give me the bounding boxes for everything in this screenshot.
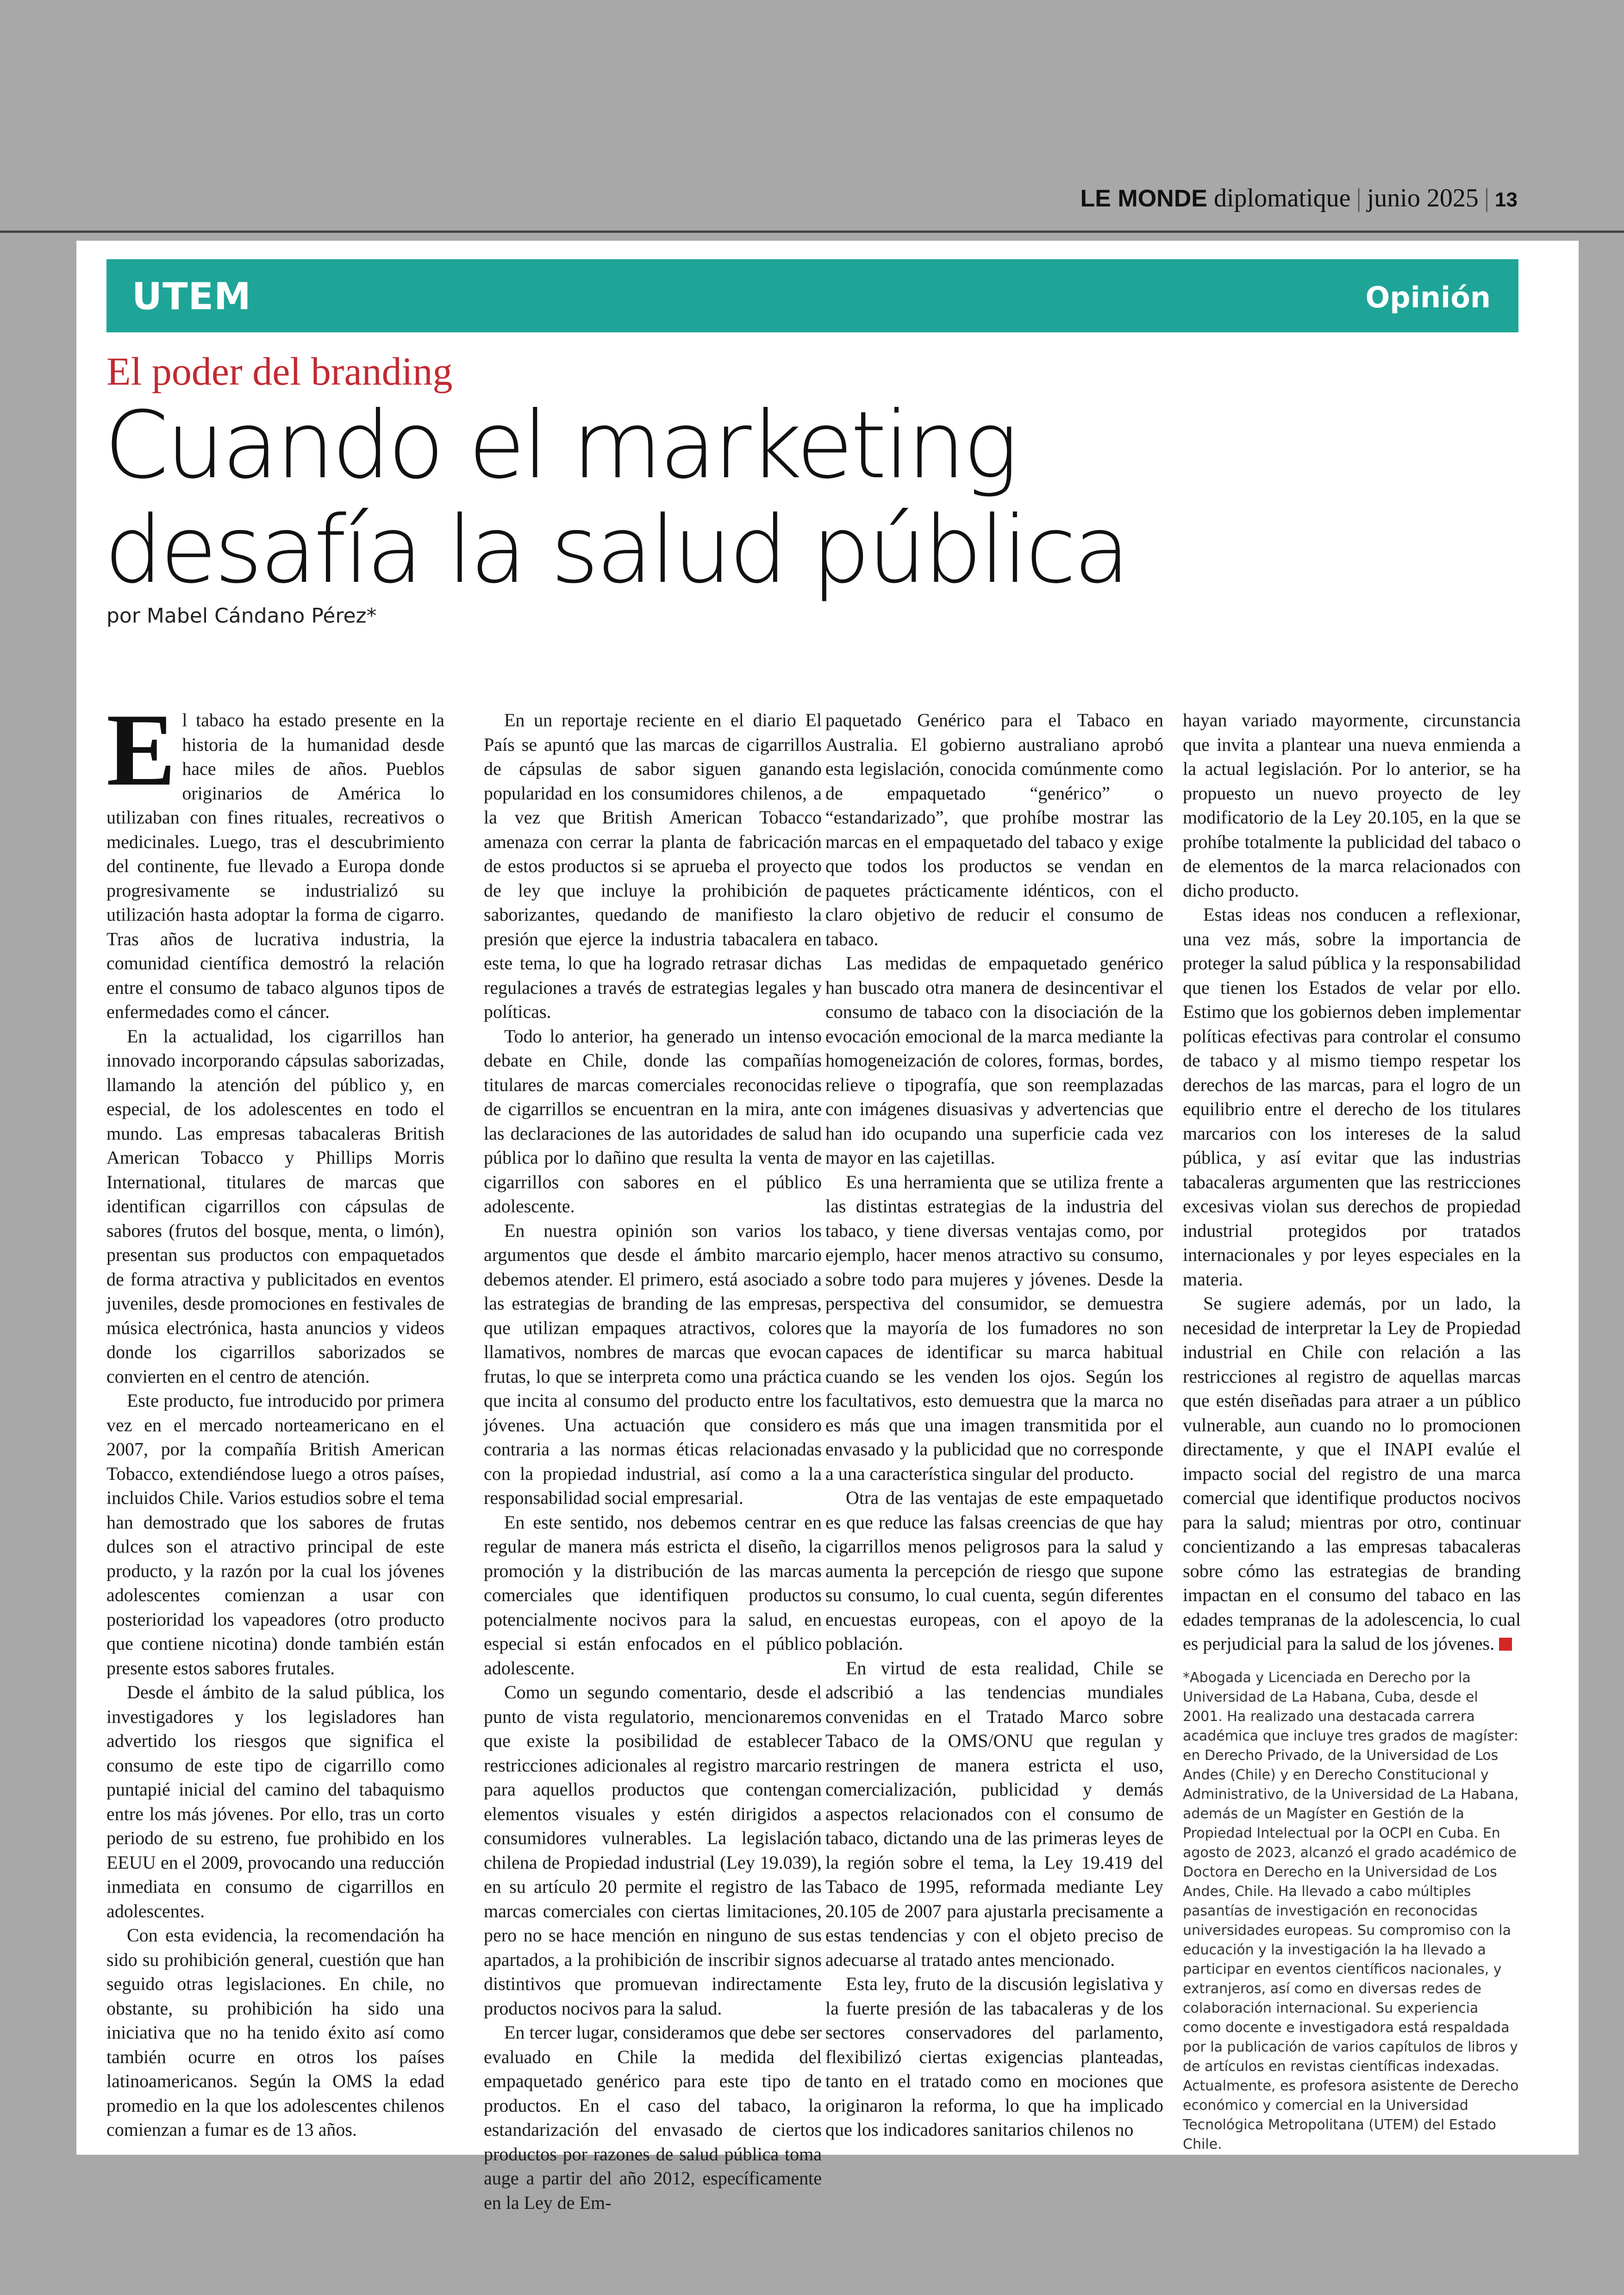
paragraph-text: Se sugiere además, por un lado, la necesidad de interpretar la Ley de Propiedad industrial en Chile con relación a las restricciones al registro de aquellas marcas que estén diseñadas para atraer a un público vulnerable, aun cuando no lo promocionen directamente, y que el INAPI evalúe el impacto social del registro de una marca comercial que identifique productos nocivos para la salud; mientras por otro, continuar concientizando a las empresas tabacaleras sobre cómo las estrategias de branding impactan en el consumo del tabaco en las edades tempranas de la adolescencia, lo cual es perjudicial para la salud de los jóvenes.: [1183, 1293, 1521, 1654]
paragraph: Este producto, fue introducido por primera vez en el mercado norteamericano en el 2007, por la compañía British American Tobacco, extendiéndose luego a otros países, incluidos Chile. Varios estudios sobre el tema han demostrado que los sabores de frutas dulces son el atractivo principal de este producto, y la razón por la cual los jóvenes adolescentes comienzan a usar con posterioridad los vapeadores (otro producto que contiene nicotina) donde también están presente estos sabores frutales.: [106, 1390, 444, 1678]
paragraph: Todo lo anterior, ha generado un intenso debate en Chile, donde las compañías titulares de marcas comerciales reconocidas de cigarrillos se encuentran en la mira, ante las declaraciones de las autoridades de salud pública por lo dañino que resulta la venta de cigarrillos con sabores en el público adolescente.: [484, 1025, 822, 1216]
top-rule: [0, 231, 1624, 233]
paragraph: hayan variado mayormente, circunstancia que invita a plantear una nueva enmienda a la actual legislación. Por lo anterior, se ha propuesto un nuevo proyecto de ley modificatorio de la Ley 20.105, en la que se prohíbe totalmente la publicidad del tabaco o de elementos de la marca relacionados con dicho producto.: [1183, 710, 1521, 901]
paragraph: Estas ideas nos conducen a reflexionar, una vez más, sobre la importancia de proteger la salud pública y la responsabilidad que tienen los Estados de velar por ello. Estimo que los gobiernos deben implementar políticas efectivas para controlar el consumo de tabaco y al mismo tiempo respetar los derechos de las marcas, para el logro de un equilibrio entre el derecho de los titulares marcarios con los intereses de la salud pública, y así evitar que las industrias tabacaleras argumenten que las restricciones excesivas violan sus derechos de propiedad industrial protegidos por tratados internacionales y por leyes especiales en la materia.: [1183, 904, 1521, 1290]
paragraph: Como un segundo comentario, desde el punto de vista regulatorio, mencionaremos que existe la posibilidad de establecer restricciones adicionales al registro marcario para aquellos productos que contengan elementos visuales y estén dirigidos a consumidores vulnerables. La legislación chilena de Propiedad industrial (Ley 19.039), en su artículo 20 permite el registro de las marcas comerciales con ciertas limitaciones, pero no se hace mención en ninguno de sus apartados, a la prohibición de inscribir signos distintivos que promuevan indirectamente productos nocivos para la salud.: [484, 1682, 822, 2019]
paragraph: En un reportaje reciente en el diario El País se apuntó que las marcas de cigarrillos de cápsulas de sabor siguen ganando popularidad en los consumidores chilenos, a la vez que British American Tobacco amenaza con cerrar la planta de fabricación de estos productos si se aprueba el proyecto de ley que incluye la prohibición de saborizantes, quedando de manifiesto la presión que ejerce la industria tabacalera en este tema, lo que ha logrado retrasar dichas regulaciones a través de estrategias legales y políticas.: [484, 710, 822, 1022]
masthead: [1081, 185, 1518, 211]
paragraph: Las medidas de empaquetado genérico han buscado otra manera de desincentivar el consumo de tabaco con la disociación de la evocación emocional de la marca mediante la homogeneización de colores, formas, bordes, relieve o tipografía, que son reemplazadas con imágenes disuasivas y advertencias que han ido ocupando una superficie cada vez mayor en las cajetillas.: [825, 953, 1163, 1168]
paragraph: paquetado Genérico para el Tabaco en Australia. El gobierno australiano aprobó esta legislación, conocida comúnmente como de empaquetado “genérico” o “estandarizado”, que prohíbe mostrar las marcas en el empaquetado del tabaco y exige que todos los productos se vendan en paquetes prácticamente idénticos, con el claro objetivo de reducir el consumo de tabaco.: [825, 710, 1163, 949]
paragraph: Es una herramienta que se utiliza frente a las distintas estrategias de la industria del tabaco, y tiene diversas ventajas como, por ejemplo, hacer menos atractivo su consumo, sobre todo para mujeres y jóvenes. Desde la perspectiva del consumidor, se demuestra que la mayoría de los fumadores no son capaces de identificar su marca habitual cuando se les venden los ojos. Según los facultativos, esto demuestra que la marca no es más que una imagen transmitida por el envasado y la publicidad que no corresponde a una característica singular del producto.: [825, 1171, 1163, 1484]
article-byline: por Mabel Cándano Pérez*: [106, 604, 377, 628]
paragraph: En este sentido, nos debemos centrar en regular de manera más estricta el diseño, la promoción y la distribución de las marcas comerciales que identifiquen productos potencialmente nocivos para la salud, en especial si están enfocados en el público adolescente.: [484, 1511, 822, 1678]
paragraph: Otra de las ventajas de este empaquetado es que reduce las falsas creencias de que hay cigarrillos menos peligrosos para la salud y aumenta la percepción de riesgo que supone su consumo, lo cual cuenta, según diferentes encuestas europeas, con el apoyo de la población.: [825, 1487, 1163, 1654]
article-headline: [104, 393, 1539, 603]
text-column-2: [484, 708, 822, 2215]
article-kicker: El poder del branding: [106, 349, 453, 393]
paragraph-text: l tabaco ha estado presente en la historia de la humanidad desde hace miles de años. Pueblos originarios de América lo utilizaban con fines rituales, recreativos o medicinales. Luego, tras el descubrimiento del continente, fue llevado a Europa donde progresivamente se industrializó su utilización hasta adoptar la forma de cigarro. Tras años de lucrativa industria, la comunidad científica demostró la relación entre el consumo de tabaco algunos tipos de enfermedades como el cáncer.: [106, 710, 444, 1022]
masthead-brand: LE MONDE: [1080, 185, 1207, 212]
headline-line: desafía la salud pública: [104, 496, 1128, 604]
paragraph: Con esta evidencia, la recomendación ha sido su prohibición general, cuestión que han seguido otras legislaciones. En chile, no obstante, su prohibición ha sido una iniciativa que no ha tenido éxito así como también ocurre en otros los países latinoamericanos. Según la OMS la edad promedio en la que los adolescentes chilenos comienzan a fumar es de 13 años.: [106, 1925, 444, 2140]
page-number: 13: [1495, 188, 1518, 211]
masthead-separator: |: [1484, 184, 1490, 212]
headline-line: Cuando el marketing: [104, 392, 1016, 499]
section-tag: Opinión: [1365, 281, 1491, 314]
text-column-3: [825, 708, 1163, 2142]
paragraph: En nuestra opinión son varios los argumentos que desde el ámbito marcario debemos atender. El primero, está asociado a las estrategias de branding de las empresas, que utilizan empaques atractivos, colores llamativos, nombres de marcas que evocan frutas, lo que se interpreta como una práctica que incita al consumo del producto entre los jóvenes. Una actuación que considero contraria a las normas éticas relacionadas con la propiedad industrial, así como a la responsabilidad social empresarial.: [484, 1220, 822, 1508]
masthead-name: diplomatique: [1213, 184, 1351, 212]
drop-cap: E: [106, 692, 176, 807]
paragraph: En la actualidad, los cigarrillos han innovado incorporando cápsulas saborizadas, llamando la atención del público y, en especial, de los adolescentes en todo el mundo. Las empresas tabacaleras British American Tobacco y Phillips Morris International, titulares de marcas que identifican cigarrillos con cápsulas de sabores (frutos del bosque, menta, o limón), presentan sus productos con empaquetados de forma atractiva y publicitados en eventos juveniles, desde promociones en festivales de música electrónica, hasta anuncios y videos donde los cigarrillos saborizados se convierten en el centro de atención.: [106, 1025, 444, 1387]
text-column-4: [1183, 708, 1521, 2154]
text-column-1: [106, 692, 444, 2142]
paragraph: [106, 692, 444, 1024]
paragraph: [1183, 1291, 1521, 1656]
masthead-separator: |: [1356, 184, 1362, 212]
masthead-date: junio 2025: [1367, 184, 1479, 212]
newspaper-page: [76, 241, 1579, 2213]
paragraph: En virtud de esta realidad, Chile se adscribió a las tendencias mundiales convenidas en el Tratado Marco sobre Tabaco de la OMS/ONU que regulan y restringen de manera estricta el uso, comercialización, publicidad y demás aspectos relacionados con el consumo de tabaco, dictando una de las primeras leyes de la región sobre el tema, la Ley 19.419 del Tabaco de 1995, reformada mediante Ley 20.105 de 2007 para ajustarla precisamente a estas tendencias y con el objeto preciso de adecuarse al tratado antes mencionado.: [825, 1657, 1163, 1970]
section-name: UTEM: [132, 275, 251, 318]
paragraph: Esta ley, fruto de la discusión legislativa y la fuerte presión de las tabacaleras y de los sectores conservadores del parlamento, flexibilizó ciertas exigencias planteadas, tanto en el tratado como en mociones que originaron la reforma, lo que ha implicado que los indicadores sanitarios chilenos no: [825, 1973, 1163, 2140]
author-note: *Abogada y Licenciada en Derecho por la Universidad de La Habana, Cuba, desde el 2001. Ha realizado una destacada carrera académica que incluye tres grados de magíster: en Derecho Privado, de la Universidad de Los Andes (Chile) y en Derecho Constitucional y Administrativo, de la Universidad de La Habana, además de un Magíster en Gestión de la Propiedad Intelectual por la OCPI en Cuba. En agosto de 2023, alcanzó el grado académico de Doctora en Derecho en la Universidad de Los Andes, Chile. Ha llevado a cabo múltiples pasantías de investigación en reconocidas universidades europeas. Su compromiso con la educación y la investigación la ha llevado a participar en eventos científicos nacionales, y extranjeros, así como en diversas redes de colaboración internacional. Su experiencia como docente e investigadora está respaldada por la publicación de varios capítulos de libros y de artículos en revistas científicas indexadas. Actualmente, es profesora asistente de Derecho económico y comercial en la Universidad Tecnológica Metropolitana (UTEM) del Estado Chile.: [1183, 1669, 1519, 2152]
paragraph: En tercer lugar, consideramos que debe ser evaluado en Chile la medida del empaquetado genérico para este tipo de productos. En el caso del tabaco, la estandarización del envasado de ciertos productos por razones de salud pública toma auge a partir del año 2012, específicamente en la Ley de Em-: [484, 2022, 822, 2213]
section-bar: [106, 259, 1518, 332]
end-of-article-icon: [1499, 1638, 1512, 1651]
paragraph: Desde el ámbito de la salud pública, los investigadores y los legisladores han advertido los riesgos que significa el consumo de este tipo de cigarrillo como puntapié inicial del camino del tabaquismo entre los más jóvenes. Por ello, tras un corto periodo de su estreno, fue prohibido en los EEUU en el 2009, provocando una reducción inmediata en consumo de cigarrillos en adolescentes.: [106, 1682, 444, 1921]
